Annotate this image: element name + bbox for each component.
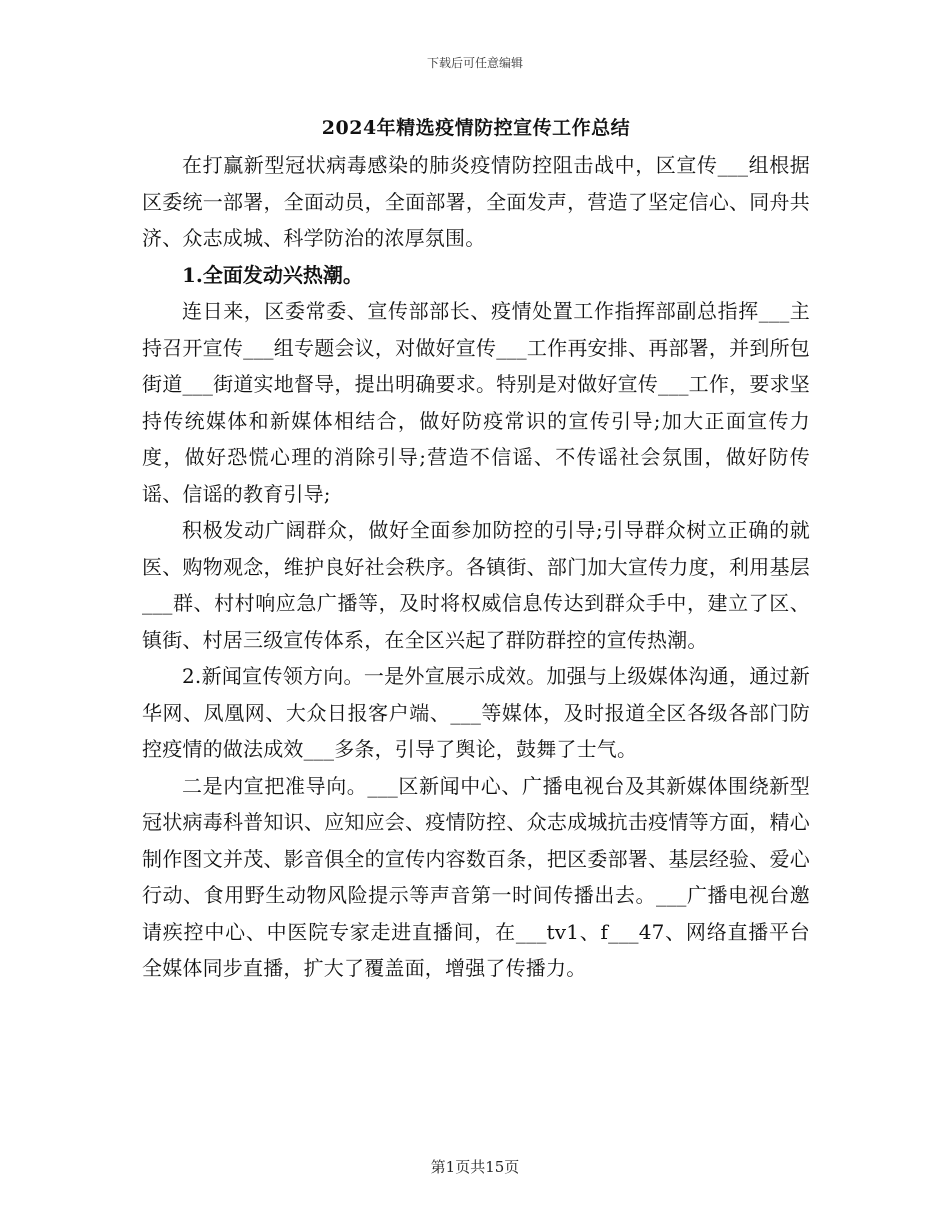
page-footer: 第1页共15页 xyxy=(430,1158,520,1176)
paragraph-intro: 在打赢新型冠状病毒感染的肺炎疫情防控阻击战中，区宣传___组根据区委统一部署，全面动员，全面部署，全面发声，营造了坚定信心、同舟共济、众志成城、科学防治的浓厚氛围。 xyxy=(142,153,810,250)
document-title: 2024年精选疫情防控宣传工作总结 xyxy=(321,117,631,139)
download-note: 下载后可任意编辑 xyxy=(426,56,523,70)
section-heading-1: 1.全面发动兴热潮。 xyxy=(182,262,363,287)
paragraph-news-external: 2.新闻宣传领方向。一是外宣展示成效。加强与上级媒体沟通，通过新华网、凤凰网、大众日报客户端、___等媒体，及时报道全区各级各部门防控疫情的做法成效___多条，引导了舆论，鼓舞了士气。 xyxy=(142,664,810,761)
paragraph-mobilize: 积极发动广阔群众，做好全面参加防控的引导;引导群众树立正确的就医、购物观念，维护良好社会秩序。各镇街、部门加大宣传力度，利用基层___群、村村响应急广播等，及时将权威信息传达到群众手中，建立了区、镇街、村居三级宣传体系，在全区兴起了群防群控的宣传热潮。 xyxy=(142,518,810,652)
document-body xyxy=(142,113,810,987)
paragraph-meeting: 连日来，区委常委、宣传部部长、疫情处置工作指挥部副总指挥___主持召开宣传___组专题会议，对做好宣传___工作再安排、再部署，并到所包街道___街道实地督导，提出明确要求。特别是对做好宣传___工作，要求坚持传统媒体和新媒体相结合，做好防疫常识的宣传引导;加大正面宣传力度，做好恐慌心理的消除引导;营造不信谣、不传谣社会氛围，做好防传谣、信谣的教育引导; xyxy=(142,299,810,506)
paragraph-news-internal: 二是内宣把准导向。___区新闻中心、广播电视台及其新媒体围绕新型冠状病毒科普知识、应知应会、疫情防控、众志成城抗击疫情等方面，精心制作图文并茂、影音俱全的宣传内容数百条，把区委部署、基层经验、爱心行动、食用野生动物风险提示等声音第一时间传播出去。___广播电视台邀请疾控中心、中医院专家走进直播间，在___tv1、f___47、网络直播平台全媒体同步直播，扩大了覆盖面，增强了传播力。 xyxy=(142,773,810,980)
